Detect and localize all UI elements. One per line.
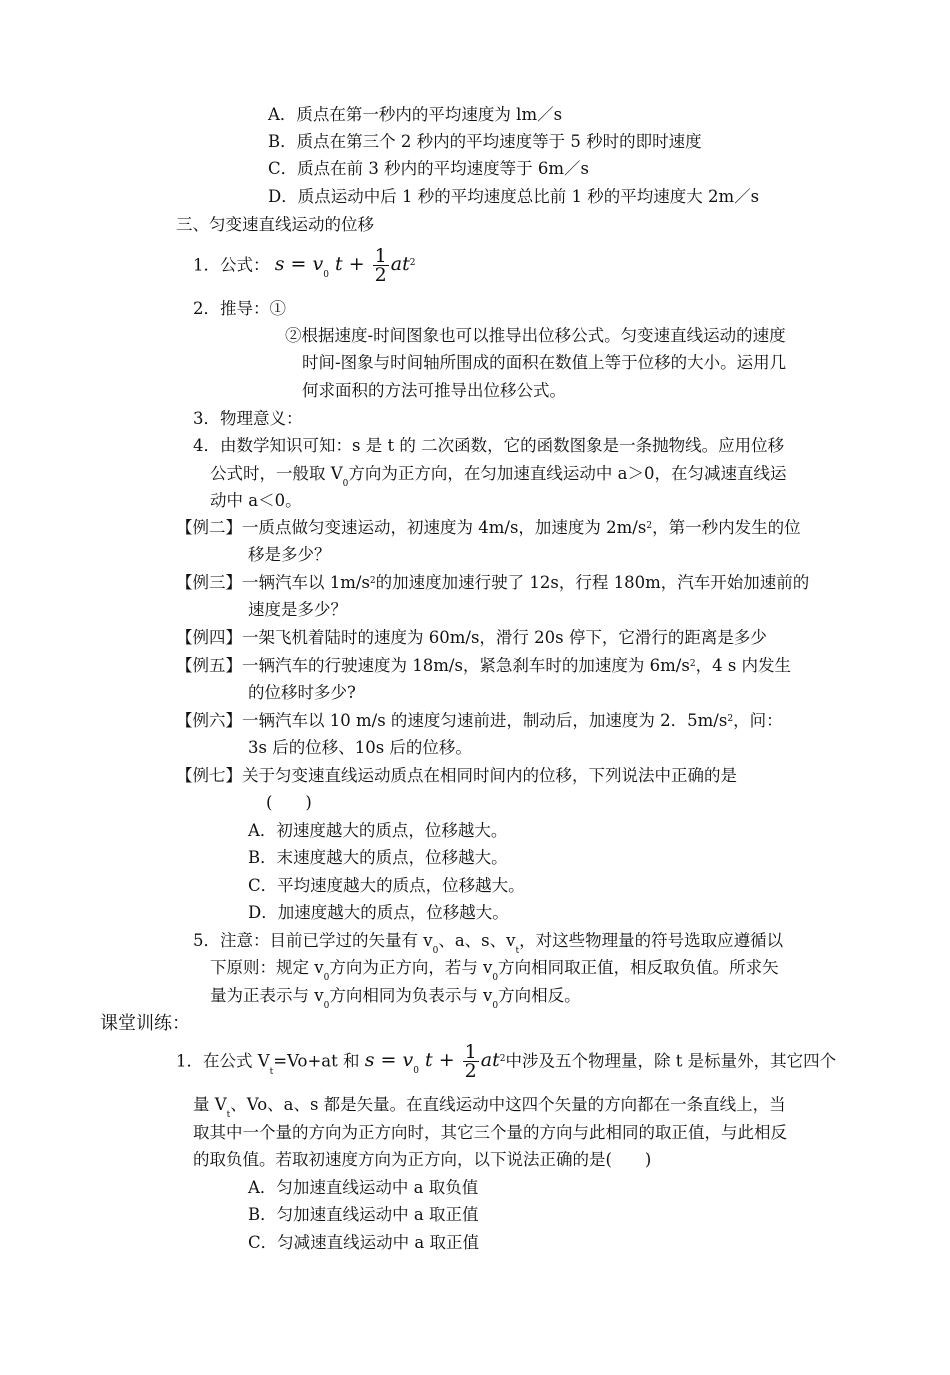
prev-option-d: D．质点运动中后 1 秒的平均速度总比前 1 秒的平均速度大 2m／s <box>268 187 760 206</box>
classwork-q1-option-a: A．匀加速直线运动中 a 取负值 <box>248 1178 479 1197</box>
example-6-cont: 3s 后的位移、10s 后的位移。 <box>248 738 472 757</box>
example-3-cont: 速度是多少？ <box>248 600 347 619</box>
point4-line1: 4．由数学知识可知：s 是 t 的 二次函数，它的函数图象是一条抛物线。应用位移 <box>193 436 785 455</box>
example-2: 【例二】一质点做匀变速运动，初速度为 4m/s，加速度为 $2m/s^2$，第一秒内发生的位 <box>176 518 801 537</box>
example-7-option-d: D．加速度越大的质点，位移越大。 <box>248 903 509 922</box>
classwork-heading: 课堂训练： <box>100 1013 190 1034</box>
example-6: 【例六】一辆汽车以 10 m/s 的速度匀速前进，制动后，加速度为 2．$5m/s^2$，问： <box>176 711 783 730</box>
point4-line2: 公式时，一般取 $V_0$方向为正方向，在匀加速直线运动中 a＞0，在匀减速直线运 <box>210 464 787 489</box>
classwork-q1-option-c: C．匀减速直线运动中 a 取正值 <box>248 1233 479 1252</box>
prev-option-b: B．质点在第三个 2 秒内的平均速度等于 5 秒时的即时速度 <box>268 132 702 151</box>
example-4: 【例四】一架飞机着陆时的速度为 60m/s，滑行 20s 停下，它滑行的距离是多少 <box>176 628 767 647</box>
prev-option-c: C．质点在前 3 秒内的平均速度等于 6m／s <box>268 159 589 178</box>
classwork-q1-line4: 的取负值。若取初速度方向为正方向，以下说法正确的是( ) <box>193 1150 652 1169</box>
example-7-paren: ( ) <box>266 793 312 812</box>
displacement-formula-inline: $s = v_0$ t + $\frac{1}{2}$ $at^2$ <box>364 1040 506 1082</box>
classwork-q1-line2: 量 $V_t$、Vo、a、s 都是矢量。在直线运动中这四个矢量的方向都在一条直线上，当 <box>193 1095 786 1120</box>
displacement-formula: $s = v_0$ t + $\frac{1}{2}$ $at^2$ <box>274 244 416 286</box>
example-7: 【例七】关于匀变速直线运动质点在相同时间内的位移，下列说法中正确的是 <box>176 766 737 785</box>
classwork-q1-option-b: B．匀加速直线运动中 a 取正值 <box>248 1205 479 1224</box>
section-heading: 三、匀变速直线运动的位移 <box>176 215 374 234</box>
note5-line2: 下原则：规定 $v_0$方向为正方向，若与 $v_0$方向相同取正值，相反取负值。所求矢 <box>210 958 779 983</box>
derive-2-line3: 何求面积的方法可推导出位移公式。 <box>302 381 566 400</box>
prev-option-a: A．质点在第一秒内的平均速度为 lm／s <box>268 105 563 124</box>
derive-label: 2．推导：① <box>193 299 286 318</box>
classwork-q1-line1: 1．在公式 $V_t=Vo+at$ 和 $s = v_0$ t + $\frac{1}{2}$ $at^2$中涉及五个物理量，除 t 是标量外，其它四个 <box>176 1040 837 1082</box>
example-5-cont: 的位移时多少? <box>248 683 356 702</box>
classwork-q1-line3: 取其中一个量的方向为正方向时，其它三个量的方向与此相同的取正值，与此相反 <box>193 1123 787 1142</box>
example-2-cont: 移是多少？ <box>248 545 331 564</box>
note5-line1: 5．注意：目前已学过的矢量有 $v_0$、a、s、$v_t$，对这些物理量的符号选取应遵循以 <box>193 931 784 956</box>
derive-2-line2: 时间-图象与时间轴所围成的面积在数值上等于位移的大小。运用几 <box>302 353 787 372</box>
example-5: 【例五】一辆汽车的行驶速度为 18m/s，紧急刹车时的加速度为 $6m/s^2$，4 s 内发生 <box>176 656 792 675</box>
note5-line3: 量为正表示与 $v_0$方向相同为负表示与 $v_0$方向相反。 <box>210 986 581 1011</box>
derive-2-line1: ②根据速度-时间图象也可以推导出位移公式。匀变速直线运动的速度 <box>285 326 786 345</box>
formula-label: 1．公式： <box>193 255 270 275</box>
example-7-option-c: C．平均速度越大的质点，位移越大。 <box>248 876 525 895</box>
example-3: 【例三】一辆汽车以 $1m/s^2$的加速度加速行驶了 12s，行程 180m，汽车开始加速前的 <box>176 573 810 592</box>
formula-line <box>193 246 415 286</box>
example-7-option-b: B．末速度越大的质点，位移越大。 <box>248 848 508 867</box>
example-7-option-a: A．初速度越大的质点，位移越大。 <box>248 821 508 840</box>
point4-line3: 动中 a＜0。 <box>210 491 302 510</box>
physical-meaning: 3．物理意义： <box>193 409 303 428</box>
